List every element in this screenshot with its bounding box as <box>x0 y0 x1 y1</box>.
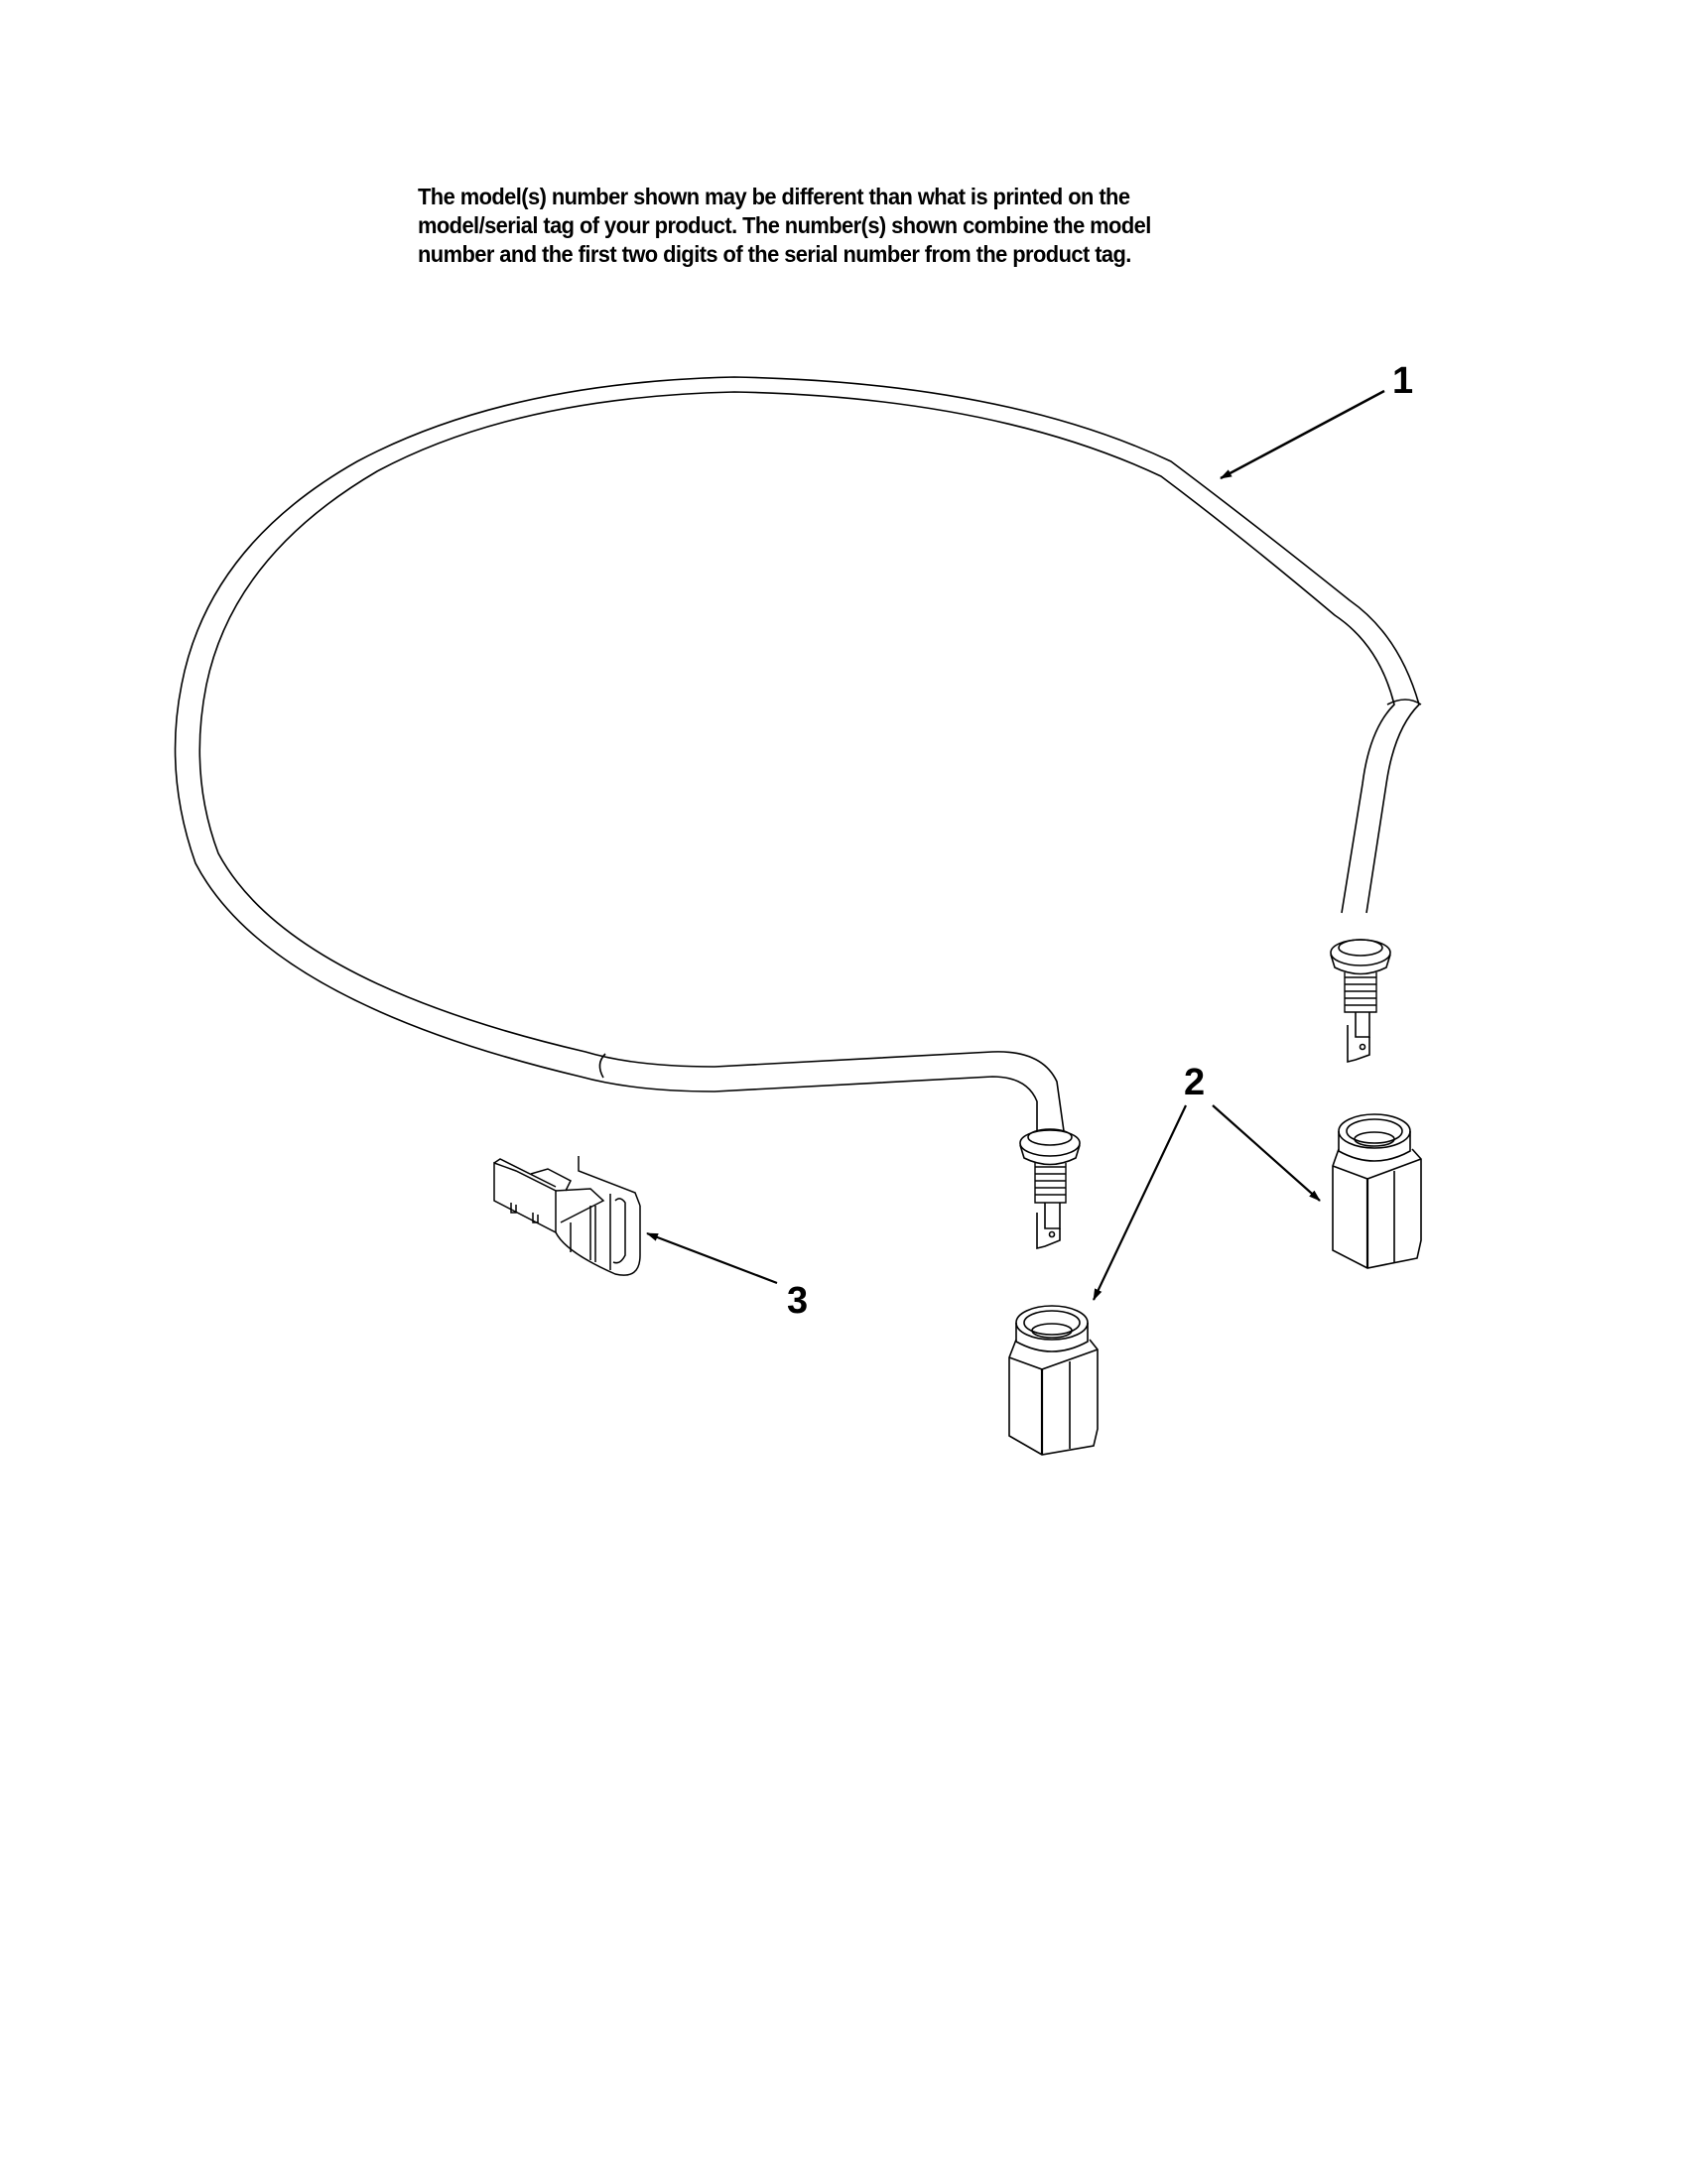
left-terminal <box>1020 1129 1080 1248</box>
terminal-nut-icon-2[interactable] <box>1009 1306 1098 1455</box>
disclaimer-line-2: model/serial tag of your product. The number(s) shown combine the model <box>418 212 1151 238</box>
callout-3-label: 3 <box>787 1280 809 1322</box>
terminal-nut-icon[interactable] <box>1333 1114 1421 1268</box>
right-terminal <box>1331 940 1390 1062</box>
callout-2-arrow-left <box>1094 1105 1186 1300</box>
callout-2-arrow-right <box>1213 1105 1320 1201</box>
terminal-clip-icon[interactable] <box>494 1156 640 1275</box>
callout-1-label: 1 <box>1392 360 1414 402</box>
disclaimer-line-1: The model(s) number shown may be different than what is printed on the <box>418 184 1130 209</box>
callout-3-arrow <box>647 1233 777 1283</box>
disclaimer-line-3: number and the first two digits of the serial number from the product tag. <box>418 241 1131 267</box>
callout-2-label: 2 <box>1184 1062 1206 1103</box>
callout-1-arrow <box>1221 391 1384 478</box>
heating-element-icon[interactable] <box>176 377 1421 1248</box>
